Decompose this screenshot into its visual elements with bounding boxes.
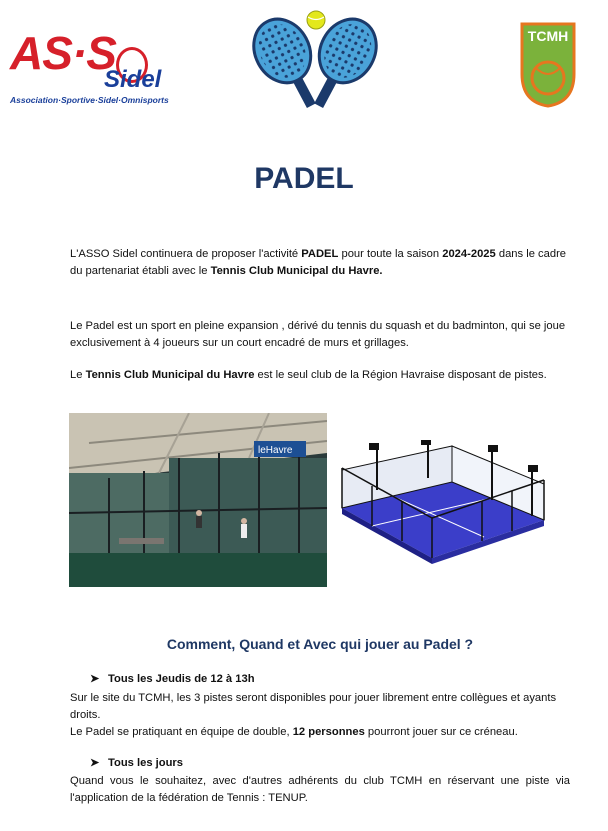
bullet-every-day: ➤ Tous les jours [90, 757, 184, 769]
padel-court-illustration [332, 440, 550, 580]
arrow-bullet-icon: ➤ [90, 673, 100, 685]
photo-banner-text: leHavre [258, 445, 293, 456]
intro-paragraph-2: Le Padel est un sport en pleine expansion , dérivé du tennis du squash et du badminton, qui se joue exclusivement à 4 joueurs sur un court encadré de murs et grillages. [70, 320, 566, 349]
tcmh-logo [520, 22, 576, 108]
bullet-thursdays: ➤ Tous les Jeudis de 12 à 13h [90, 673, 255, 685]
indoor-padel-photo [69, 413, 327, 587]
intro-paragraph-1: L'ASSO Sidel continuera de proposer l'activité PADEL pour toute la saison 2024-2025 dans le cadre du partenariat établi avec le Tennis Club Municipal du Havre. [70, 248, 567, 277]
section-heading: Comment, Quand et Avec qui jouer au Padel ? [166, 636, 474, 652]
tcmh-logo-text: TCMH [527, 28, 569, 44]
bullet-thursdays-line-2: Le Padel se pratiquant en équipe de double, 12 personnes pourront jouer sur ce créneau. [70, 726, 518, 738]
padel-rackets-icon [246, 8, 384, 120]
arrow-bullet-icon: ➤ [90, 757, 100, 769]
asso-logo-main-text: AS·S [10, 26, 148, 83]
intro-paragraph-3: Le Tennis Club Municipal du Havre est le seul club de la Région Havraise disposant de pistes. [70, 369, 547, 381]
asso-logo-sidel-text: Sidel [104, 66, 162, 93]
bullet-every-day-text: Quand vous le souhaitez, avec d'autres adhérents du club TCMH en réservant une piste via l'application de la fédération de Tennis : TENUP. [70, 775, 570, 804]
bullet-thursdays-line-1: Sur le site du TCMH, les 3 pistes seront disponibles pour jouer librement entre collègues et ayants droits. [70, 692, 557, 721]
bullet-thursdays-text [70, 690, 570, 741]
asso-logo-tagline: Association·Sportive·Sidel·Omnisports [10, 95, 169, 105]
page-title: PADEL [254, 162, 354, 195]
asso-sidel-logo [6, 24, 174, 108]
